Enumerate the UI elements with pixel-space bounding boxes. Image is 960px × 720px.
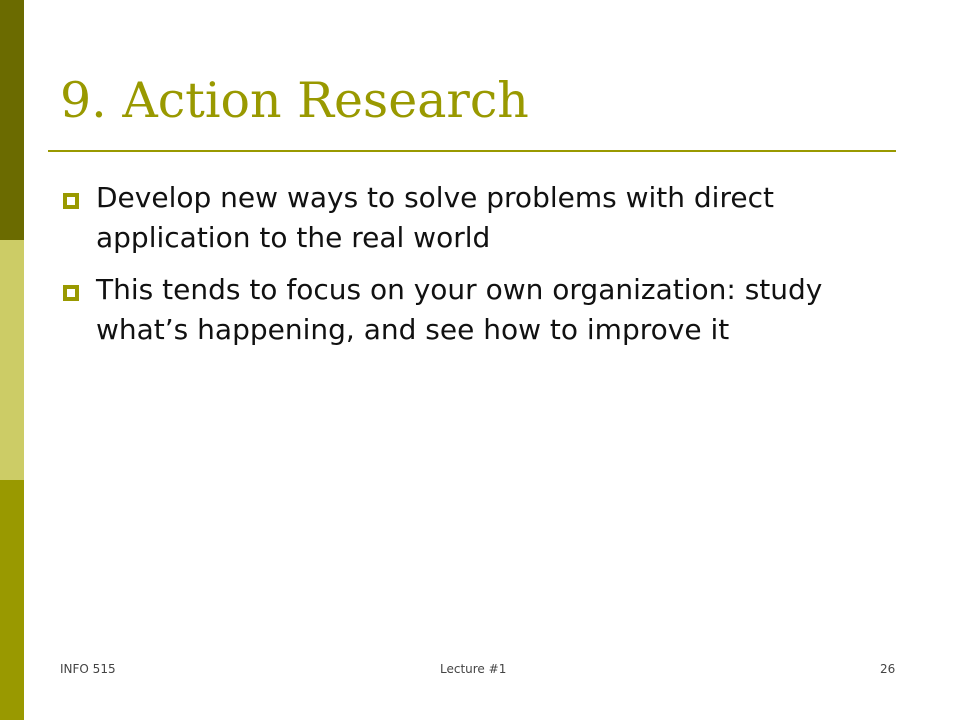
bullet-list bbox=[60, 178, 900, 362]
square-bullet-icon bbox=[63, 285, 79, 301]
square-bullet-icon bbox=[63, 193, 79, 209]
bullet-text: Develop new ways to solve problems with direct application to the real world bbox=[96, 181, 774, 254]
footer-lecture: Lecture #1 bbox=[440, 662, 507, 676]
title-divider bbox=[48, 150, 896, 152]
side-bar-segment-olive bbox=[0, 480, 24, 720]
slide-title: 9. Action Research bbox=[60, 72, 529, 129]
bullet-text: This tends to focus on your own organization: study what’s happening, and see how to improve it bbox=[96, 273, 823, 346]
bullet-item bbox=[60, 270, 900, 350]
footer-course: INFO 515 bbox=[60, 662, 116, 676]
footer-page-number: 26 bbox=[880, 662, 896, 676]
side-bar-segment-dark bbox=[0, 0, 24, 240]
side-bar-segment-light bbox=[0, 240, 24, 480]
side-accent-bar bbox=[0, 0, 24, 720]
bullet-item bbox=[60, 178, 900, 258]
